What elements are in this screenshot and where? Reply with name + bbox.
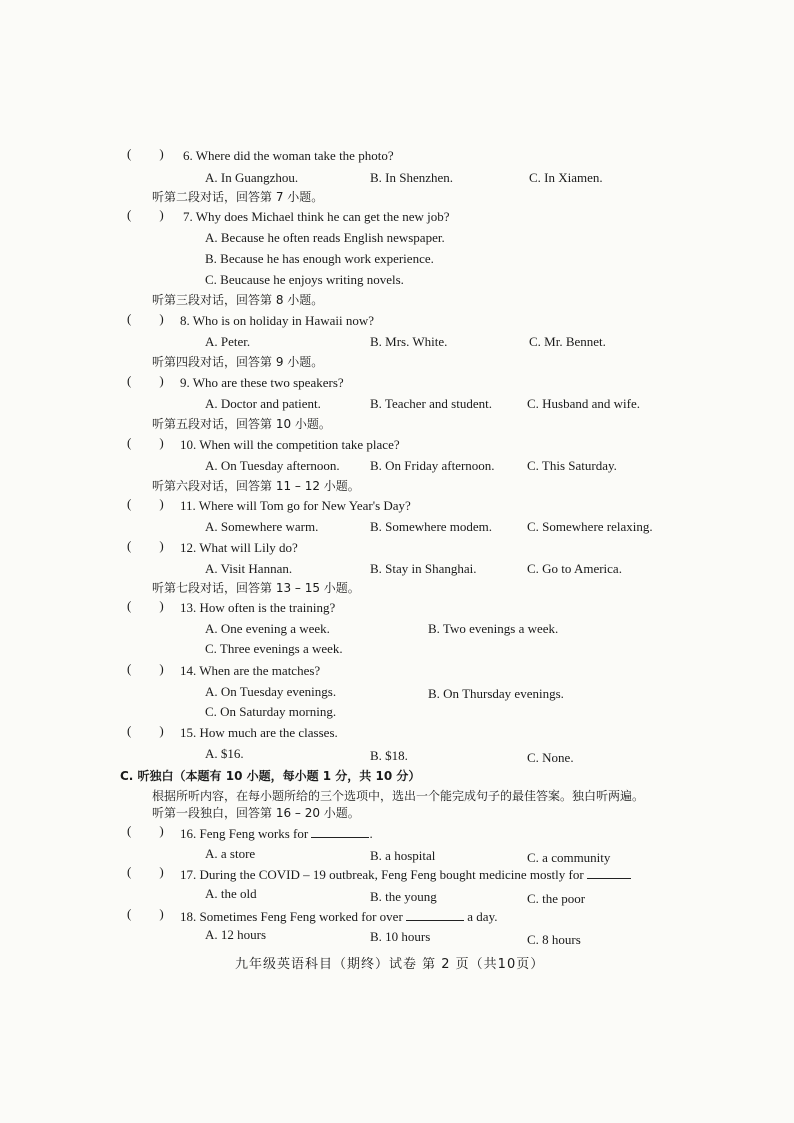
- section-2-instruction: 听第二段对话，回答第 7 小题。: [152, 190, 324, 204]
- q9-option-a: A. Doctor and patient.: [205, 396, 321, 411]
- q6-option-b: B. In Shenzhen.: [370, 170, 454, 185]
- monologue-1-instruction: 听第一段独白，回答第 16 – 20 小题。: [152, 806, 360, 820]
- q17-option-a: A. the old: [205, 886, 257, 901]
- answer-bracket-7[interactable]: ( ): [127, 207, 164, 222]
- q10-option-b: B. On Friday afternoon.: [370, 458, 495, 473]
- blank-16[interactable]: [311, 825, 369, 838]
- answer-bracket-17[interactable]: ( ): [127, 864, 164, 879]
- section-3-instruction: 听第三段对话，回答第 8 小题。: [152, 293, 324, 307]
- q10-option-a: A. On Tuesday afternoon.: [205, 458, 340, 473]
- section-7-instruction: 听第七段对话，回答第 13 – 15 小题。: [152, 581, 360, 595]
- q18-option-c: C. 8 hours: [527, 932, 581, 947]
- q9-option-c: C. Husband and wife.: [527, 396, 641, 411]
- question-10-stem: 10. When will the competition take place?: [180, 437, 400, 452]
- q16-option-a: A. a store: [205, 846, 256, 861]
- answer-bracket-12[interactable]: ( ): [127, 538, 164, 553]
- q18-option-a: A. 12 hours: [205, 927, 267, 942]
- section-6-instruction: 听第六段对话，回答第 11 – 12 小题。: [152, 479, 360, 493]
- question-15-stem: 15. How much are the classes.: [180, 725, 338, 740]
- answer-bracket-18[interactable]: ( ): [127, 906, 164, 921]
- question-16-stem: 16. Feng Feng works for .: [180, 826, 373, 841]
- section-c-instructions: 根据所听内容，在每小题所给的三个选项中，选出一个能完成句子的最佳答案。独白听两遍。: [152, 789, 645, 803]
- question-17-stem: 17. During the COVID – 19 outbreak, Feng Feng bought medicine mostly for: [180, 866, 631, 883]
- answer-bracket-9[interactable]: ( ): [127, 373, 164, 388]
- q15-option-c: C. None.: [527, 750, 574, 765]
- answer-bracket-11[interactable]: ( ): [127, 496, 164, 511]
- answer-bracket-6[interactable]: ( ): [127, 146, 164, 161]
- question-7-stem: 7. Why does Michael think he can get the new job?: [183, 209, 450, 224]
- page-footer: 九年级英语科目（期终）试卷 第 2 页（共10页）: [235, 957, 545, 972]
- answer-bracket-15[interactable]: ( ): [127, 723, 164, 738]
- question-18-stem: 18. Sometimes Feng Feng worked for over a day.: [180, 909, 498, 924]
- q13-option-c: C. Three evenings a week.: [205, 641, 343, 656]
- q11-option-a: A. Somewhere warm.: [205, 519, 319, 534]
- question-13-stem: 13. How often is the training?: [180, 600, 336, 615]
- answer-bracket-16[interactable]: ( ): [127, 823, 164, 838]
- q14-option-a: A. On Tuesday evenings.: [205, 684, 337, 699]
- q7-option-b: B. Because he has enough work experience.: [205, 251, 434, 266]
- q15-option-a: A. $16.: [205, 746, 244, 761]
- q11-option-c: C. Somewhere relaxing.: [527, 519, 653, 534]
- q17-option-b: B. the young: [370, 889, 437, 904]
- q10-option-c: C. This Saturday.: [527, 458, 617, 473]
- answer-bracket-10[interactable]: ( ): [127, 435, 164, 450]
- q18-option-b: B. 10 hours: [370, 929, 431, 944]
- q12-option-c: C. Go to America.: [527, 561, 622, 576]
- answer-bracket-13[interactable]: ( ): [127, 598, 164, 613]
- q9-option-b: B. Teacher and student.: [370, 396, 492, 411]
- answer-bracket-14[interactable]: ( ): [127, 661, 164, 676]
- question-8-stem: 8. Who is on holiday in Hawaii now?: [180, 313, 375, 328]
- question-9-stem: 9. Who are these two speakers?: [180, 375, 344, 390]
- answer-bracket-8[interactable]: ( ): [127, 311, 164, 326]
- q11-option-b: B. Somewhere modem.: [370, 519, 493, 534]
- blank-18[interactable]: [406, 908, 464, 921]
- blank-17[interactable]: [587, 866, 631, 879]
- q13-option-b: B. Two evenings a week.: [428, 621, 559, 636]
- question-12-stem: 12. What will Lily do?: [180, 540, 298, 555]
- q17-option-c: C. the poor: [527, 891, 586, 906]
- question-6-stem: 6. Where did the woman take the photo?: [183, 148, 394, 163]
- q7-option-c: C. Beucause he enjoys writing novels.: [205, 272, 404, 287]
- q8-option-a: A. Peter.: [205, 334, 251, 349]
- q16-option-c: C. a community: [527, 850, 611, 865]
- q12-option-a: A. Visit Hannan.: [205, 561, 293, 576]
- section-5-instruction: 听第五段对话，回答第 10 小题。: [152, 417, 331, 431]
- q8-option-b: B. Mrs. White.: [370, 334, 448, 349]
- section-c-heading: C. 听独白（本题有 10 小题，每小题 1 分，共 10 分）: [120, 769, 421, 783]
- q14-option-c: C. On Saturday morning.: [205, 704, 337, 719]
- question-11-stem: 11. Where will Tom go for New Year's Day?: [180, 498, 411, 513]
- section-4-instruction: 听第四段对话，回答第 9 小题。: [152, 355, 324, 369]
- q15-option-b: B. $18.: [370, 748, 408, 763]
- q6-option-c: C. In Xiamen.: [529, 170, 603, 185]
- question-14-stem: 14. When are the matches?: [180, 663, 321, 678]
- q13-option-a: A. One evening a week.: [205, 621, 330, 636]
- q12-option-b: B. Stay in Shanghai.: [370, 561, 477, 576]
- q16-option-b: B. a hospital: [370, 848, 436, 863]
- q7-option-a: A. Because he often reads English newspaper.: [205, 230, 445, 245]
- q14-option-b: B. On Thursday evenings.: [428, 686, 564, 701]
- q8-option-c: C. Mr. Bennet.: [529, 334, 606, 349]
- q6-option-a: A. In Guangzhou.: [205, 170, 299, 185]
